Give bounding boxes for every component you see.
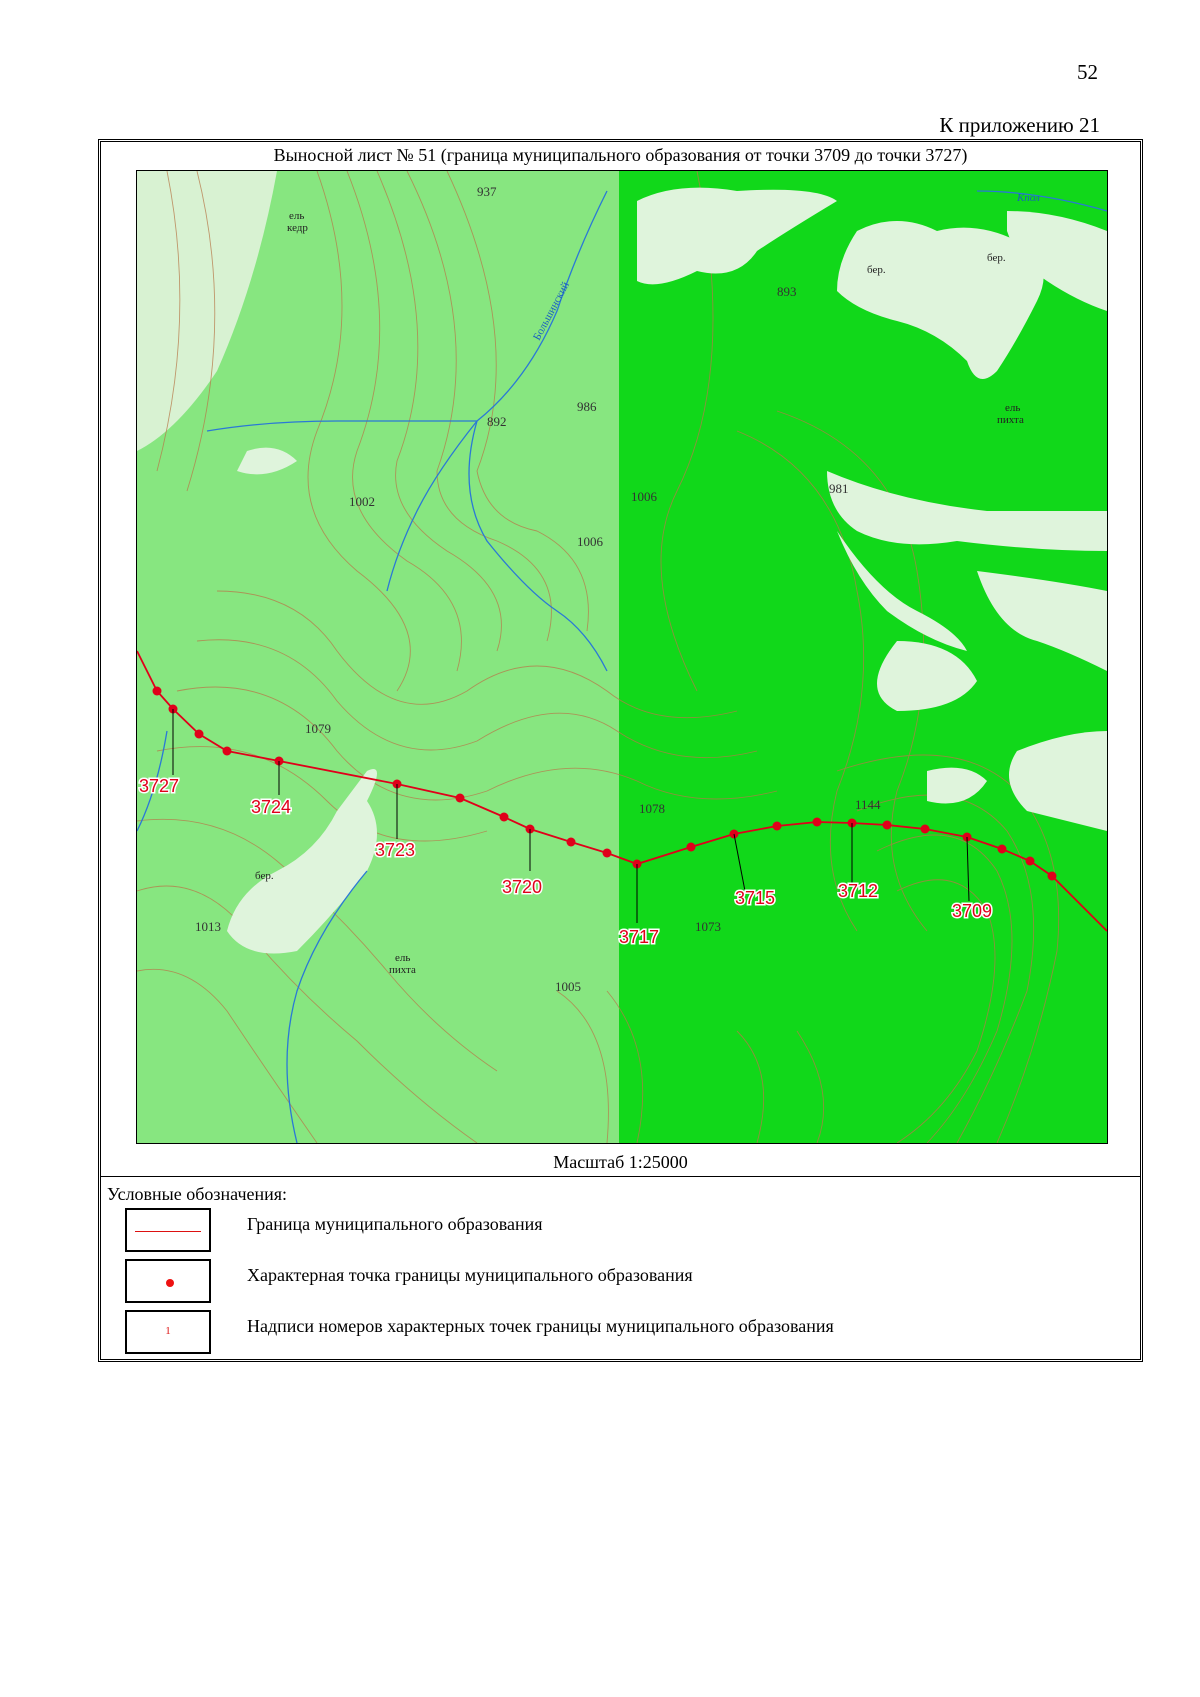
legend-row-point-number [125,1310,1105,1356]
note-spruce: ель [289,210,305,222]
boundary-point[interactable] [603,849,612,858]
boundary-point[interactable] [1048,872,1057,881]
elevation-1013: 1013 [195,919,221,934]
boundary-point[interactable] [921,825,930,834]
legend-row-point [125,1259,1105,1305]
boundary-point[interactable] [773,822,782,831]
note-birch-3: бер. [867,264,886,276]
boundary-point[interactable] [195,730,204,739]
point-label-3723[interactable]: 3723 [375,840,416,860]
point-label-3720[interactable]: 3720 [502,877,543,897]
elevation-892: 892 [487,414,507,429]
elevation-937: 937 [477,184,497,199]
elevation-1006-west: 1006 [577,534,603,549]
scale-label: Масштаб 1:25000 [553,1152,688,1172]
map-canvas [137,171,1107,1143]
legend-divider [101,1176,1140,1177]
note-birch-2: бер. [987,252,1006,264]
boundary-point[interactable] [456,794,465,803]
elevation-1002: 1002 [349,494,375,509]
boundary-point[interactable] [500,813,509,822]
elevation-1005: 1005 [555,979,581,994]
sheet-frame [98,139,1143,1362]
page-number: 52 [1077,60,1098,84]
note-birch-1: бер. [255,870,274,882]
elevation-1144: 1144 [855,797,881,812]
elevation-981: 981 [829,481,849,496]
note-spruce-fir-1a: ель [1005,402,1021,414]
note-cedar: кедр [287,222,308,234]
legend-row-boundary [125,1208,1105,1254]
point-label-3727[interactable]: 3727 [139,776,180,796]
dark-green-forest [619,171,1107,1143]
elevation-893: 893 [777,284,797,299]
legend-swatch-point [125,1259,211,1303]
boundary-point[interactable] [998,845,1007,854]
elevation-1073: 1073 [695,919,721,934]
stream-name: Большинский [531,279,572,343]
boundary-point[interactable] [223,747,232,756]
map-area[interactable] [136,170,1108,1144]
legend-label-boundary: Граница муниципального образования [247,1214,543,1234]
elevation-1079: 1079 [305,721,331,736]
legend-title: Условные обозначения: [107,1184,288,1204]
note-spruce-fir-2a: ель [395,952,411,964]
point-label-3709[interactable]: 3709 [952,901,993,921]
sheet-title: Выносной лист № 51 (граница муниципального образования от точки 3709 до точки 3727) [273,145,968,165]
point-label-3712[interactable]: 3712 [838,881,879,901]
note-spruce-fir-2b: пихта [389,964,416,976]
elevation-1006-east: 1006 [631,489,657,504]
boundary-point[interactable] [813,818,822,827]
elevation-986: 986 [577,399,597,414]
point-label-3717[interactable]: 3717 [619,927,660,947]
boundary-point[interactable] [883,821,892,830]
boundary-point[interactable] [567,838,576,847]
elevation-1078: 1078 [639,801,665,816]
legend-label-point: Характерная точка границы муниципального образования [247,1265,693,1285]
legend-swatch-boundary [125,1208,211,1252]
boundary-point-sample [166,1279,174,1287]
point-label-3724[interactable]: 3724 [251,797,292,817]
note-spruce-fir-1b: пихта [997,414,1024,426]
legend-label-point-number: Надписи номеров характерных точек границы муниципального образования [247,1316,834,1336]
legend-swatch-point-number [125,1310,211,1354]
point-label-3715[interactable]: 3715 [735,888,776,908]
boundary-point[interactable] [1026,857,1035,866]
boundary-point[interactable] [687,843,696,852]
river-name: Кпол [1017,192,1040,204]
boundary-point[interactable] [153,687,162,696]
point-number-sample: 1 [165,1325,171,1337]
boundary-line-sample [135,1231,201,1232]
annex-label: К приложению 21 [939,113,1100,137]
